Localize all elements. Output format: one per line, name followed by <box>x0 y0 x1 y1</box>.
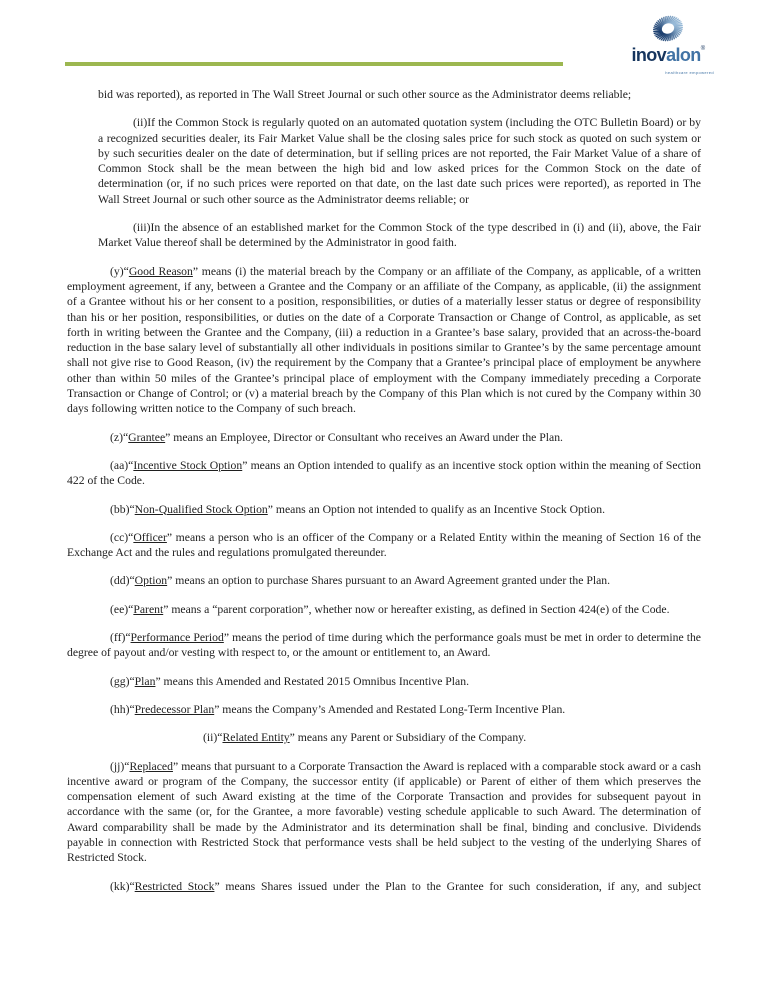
header-rule <box>65 62 563 66</box>
paragraph-dd-option <box>67 573 701 588</box>
paragraph-text: ” means this Amended and Restated 2015 Omnibus Incentive Plan. <box>155 674 470 688</box>
paragraph-kk-restricted-stock <box>67 879 701 894</box>
paragraph-text: (dd)“ <box>110 574 135 588</box>
paragraph-text: ” means a person who is an officer of the Company or a Related Entity within the meaning of Section 16 of the Exchange Act and the rules and regulations promulgated thereunder. <box>67 530 701 560</box>
paragraph-text: ” means an Option intended to qualify as an incentive stock option within the meaning of Section 422 of the Code. <box>67 458 701 488</box>
paragraph-fmv-ii <box>98 115 701 207</box>
registered-mark-icon: ® <box>700 46 705 52</box>
paragraph-text: ” means the period of time during which the performance goals must be met in order to determine the degree of payout and/or vesting with respect to, or the amount or entitlement to, an Award. <box>67 631 701 660</box>
paragraph-ee-parent <box>67 602 701 617</box>
paragraph-text: ” means an Employee, Director or Consultant who receives an Award under the Plan. <box>165 430 563 444</box>
paragraph-text: (jj)“ <box>110 759 130 773</box>
paragraph-text: ” means an option to purchase Shares pursuant to an Award Agreement granted under the Plan. <box>167 574 611 588</box>
brand-wordmark <box>631 46 704 64</box>
paragraph-text: bid was reported), as reported in The Wall Street Journal or such other source as the Administrator deems reliable; <box>98 88 632 101</box>
paragraph-text: (hh)“ <box>110 702 135 716</box>
paragraph-jj-replaced <box>67 759 701 866</box>
defined-term: Good Reason <box>128 264 193 278</box>
paragraph-fmv-iii <box>98 220 701 251</box>
defined-term: Parent <box>133 602 164 616</box>
defined-term: Incentive Stock Option <box>133 458 243 472</box>
paragraph-gg-plan <box>67 674 701 689</box>
defined-term: Grantee <box>128 430 166 444</box>
paragraph-text: (iii)In the absence of an established market for the Common Stock of the type described in (i) and (ii), above, the Fair Market Value thereof shall be determined by the Administrator in good faith. <box>98 221 701 250</box>
inovalon-logo <box>620 12 716 80</box>
paragraph-text: (ee)“ <box>110 602 134 616</box>
paragraph-text: ” means any Parent or Subsidiary of the Company. <box>289 731 527 745</box>
paragraph-text: ” means the Company’s Amended and Restated Long-Term Incentive Plan. <box>214 702 566 716</box>
paragraph-ii-related-entity <box>67 730 701 745</box>
paragraph-text: ” means Shares issued under the Plan to the Grantee for such consideration, if any, and subject <box>214 879 701 893</box>
paragraph-hh-predecessor-plan <box>67 702 701 717</box>
defined-term: Predecessor Plan <box>134 702 215 716</box>
paragraph-text: (cc)“ <box>110 530 134 544</box>
paragraph-text: (gg)“ <box>110 674 135 688</box>
defined-term: Option <box>134 574 168 588</box>
inovalon-burst-icon <box>645 12 691 45</box>
paragraph-text: ” means an Option not intended to qualify as an Incentive Stock Option. <box>267 502 606 516</box>
paragraph-text: (ii)If the Common Stock is regularly quoted on an automated quotation system (including the OTC Bulletin Board) or by a recognized securities dealer, its Fair Market Value shall be the closing sales price for such stock as quoted on such system or by such securities dealer on the date of determination, but if selling prices are not reported, the Fair Market Value of a share of Common Stock shall be the mean between the high bid and low asked prices for the Common Stock on the date of determination (or, if no such prices were reported on that date, on the last date such prices were reported), as reported in The Wall Street Journal or such other source as the Administrator deems reliable; or <box>98 116 701 206</box>
paragraph-text: ” means that pursuant to a Corporate Transaction the Award is replaced with a comparable stock award or a cash incentive award or program of the Company, the successor entity (if applicable) or Parent of either of them which preserves the compensation element of such Award existing at the time of the Corporate Transaction and provides for subsequent payout in accordance with the same (or, for the Grantee, a more favorable) vesting schedule applicable to such Award. The determination of Award comparability shall be made by the Administrator and its determination shall be final, binding and conclusive. Dividends payable in connection with Restricted Stock that performance vests shall be held subject to the vesting of the underlying Shares of Restricted Stock. <box>67 759 701 865</box>
paragraph-text: (kk)“ <box>110 879 135 893</box>
defined-term: Restricted Stock <box>134 879 215 893</box>
paragraph-text: (ii)“ <box>203 731 223 745</box>
brand-tagline: healthcare empowered <box>665 70 714 75</box>
paragraph-aa-incentive-stock-option <box>67 458 701 489</box>
defined-term: Replaced <box>129 759 173 773</box>
defined-term: Related Entity <box>222 731 290 745</box>
paragraph-text: ” means (i) the material breach by the Company or an affiliate of the Company, as applicable, of a written employment agreement, if any, between a Grantee and the Company or an affiliate of the Company, as applicable, (ii) the assignment of a Grantee without his or her consent to a position, responsibilities, or duties of a materially lesser status or degree of responsibility than his or her position, responsibilities, or duties on the date of a Corporate Transaction or Change of Control, as applicable, as set forth in writing between the Grantee and the Company, (iii) a reduction in a Grantee’s base salary, provided that an across-the-board reduction in the base salary level of substantially all other individuals in positions similar to Grantee’s by the same percentage amount shall not give rise to Good Reason, (iv) the requirement by the Company that a Grantee’s principal place of employment be anywhere other than within 50 miles of the Grantee’s principal place of employment with the Company immediately preceding a Corporate Transaction or Change of Control; or (v) a material breach by the Company of this Plan which is not cured by the Company within 30 days following written notice to the Company of such breach. <box>67 264 701 416</box>
paragraph-text: ” means a “parent corporation”, whether now or hereafter existing, as defined in Section 424(e) of the Code. <box>163 602 670 616</box>
paragraph-text: (ff)“ <box>110 631 131 645</box>
paragraph-bb-non-qualified-stock-option <box>67 502 701 517</box>
defined-term: Performance Period <box>130 631 224 645</box>
brand-primary: inov <box>631 45 667 65</box>
defined-term: Non-Qualified Stock Option <box>134 502 268 516</box>
paragraph-text: (y)“ <box>110 264 129 278</box>
paragraph-fmv-i-continuation <box>98 87 701 102</box>
paragraph-text: (z)“ <box>110 430 129 444</box>
paragraph-text: (aa)“ <box>110 458 134 472</box>
defined-term: Officer <box>133 530 167 544</box>
document-body <box>67 87 701 894</box>
paragraph-cc-officer <box>67 530 701 561</box>
defined-term: Plan <box>134 674 156 688</box>
paragraph-text: (bb)“ <box>110 502 135 516</box>
brand-secondary: alon <box>666 45 701 65</box>
paragraph-ff-performance-period <box>67 630 701 661</box>
paragraph-z-grantee <box>67 430 701 445</box>
paragraph-y-good-reason <box>67 264 701 417</box>
